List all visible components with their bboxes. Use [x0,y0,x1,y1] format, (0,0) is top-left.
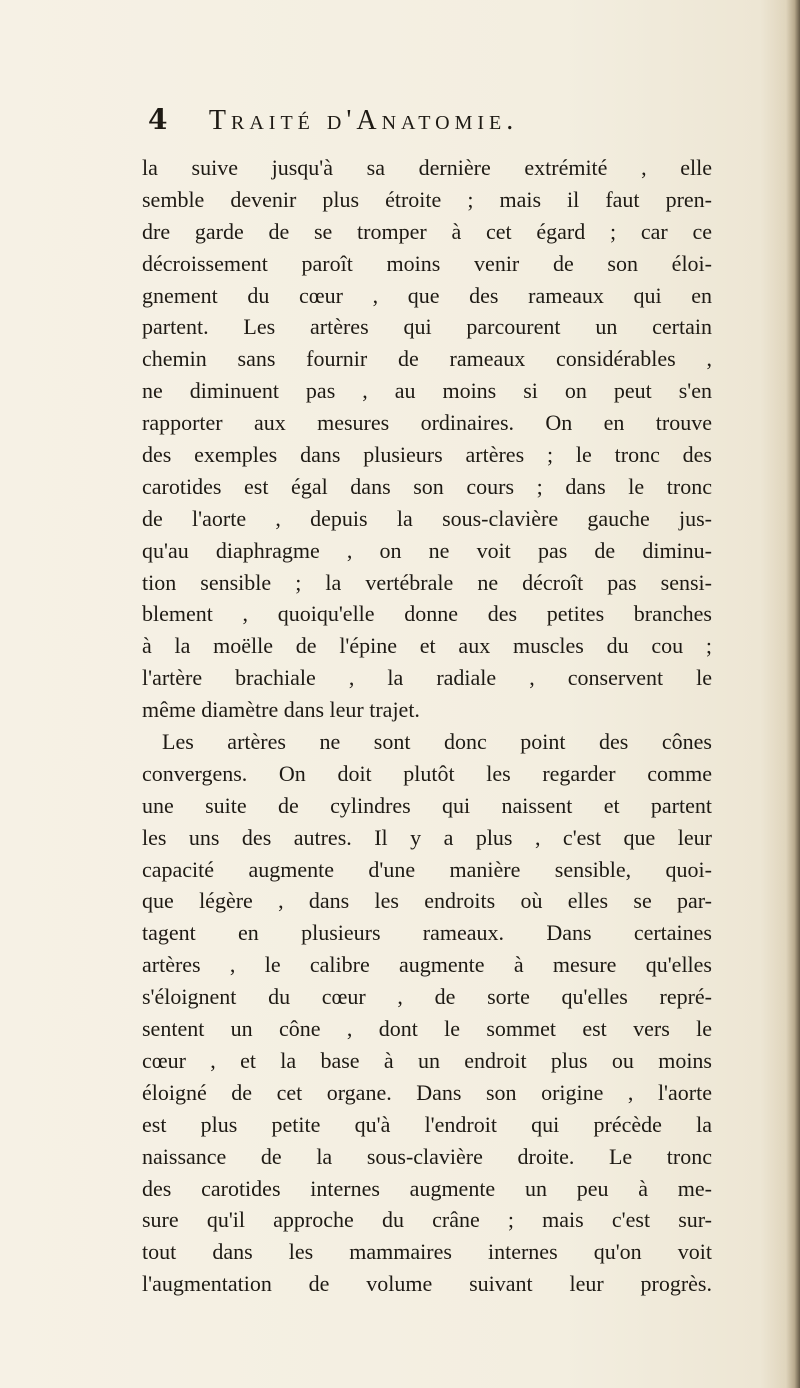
text-line: la suive jusqu'à sa dernière extrémité , elle [142,155,712,180]
text-line: que légère , dans les endroits où elles se par- [142,888,712,914]
text-line: des carotides internes augmente un peu à me- [142,1175,712,1201]
text-line-paragraph-start: Les artères ne sont donc point des cônes [162,729,712,755]
text-line: décroissement paroît moins venir de son éloi- [142,250,712,276]
text-line: carotides est égal dans son cours ; dans le tronc [142,473,712,499]
text-line: blement , quoiqu'elle donne des petites branches [142,601,712,627]
text-line: les uns des autres. Il y a plus , c'est que leur [142,824,712,850]
text-line: de l'aorte , depuis la sous-clavière gauche jus- [142,505,712,531]
page-number: 4 [148,103,168,136]
text-line: tion sensible ; la vertébrale ne décroît pas sensi- [142,569,712,595]
text-line: capacité augmente d'une manière sensible, quoi- [142,856,712,882]
text-line: ne diminuent pas , au moins si on peut s'en [142,378,712,404]
text-line: éloigné de cet organe. Dans son origine , l'aorte [142,1079,712,1105]
page-edge-shadow [786,0,800,1388]
text-line: qu'au diaphragme , on ne voit pas de diminu- [142,537,712,563]
body-text [142,152,712,1300]
text-line: tagent en plusieurs rameaux. Dans certaines [142,920,712,946]
text-line: artères , le calibre augmente à mesure qu'elles [142,952,712,978]
text-line: semble devenir plus étroite ; mais il faut pren- [142,186,712,212]
text-line: des exemples dans plusieurs artères ; le tronc des [142,442,712,468]
running-head-title: Traité d'Anatomie. [208,105,519,136]
text-line: s'éloignent du cœur , de sorte qu'elles repré- [142,984,712,1010]
text-line: l'augmentation de volume suivant leur progrès. [142,1271,712,1297]
text-line: gnement du cœur , que des rameaux qui en [142,282,712,308]
text-line: convergens. On doit plutôt les regarder comme [142,760,712,786]
text-line: sure qu'il approche du crâne ; mais c'est sur- [142,1207,712,1233]
text-line: rapporter aux mesures ordinaires. On en trouve [142,410,712,436]
text-line: dre garde de se tromper à cet égard ; car ce [142,218,712,244]
text-line: chemin sans fournir de rameaux considérables , [142,346,712,372]
running-head [148,100,708,140]
text-line: tout dans les mammaires internes qu'on voit [142,1239,712,1265]
text-line: naissance de la sous-clavière droite. Le tronc [142,1143,712,1169]
text-line-paragraph-end: même diamètre dans leur trajet. [142,697,420,723]
text-line: est plus petite qu'à l'endroit qui précède la [142,1111,712,1137]
text-line: à la moëlle de l'épine et aux muscles du cou ; [142,633,712,659]
text-line: partent. Les artères qui parcourent un certain [142,314,712,340]
text-line: cœur , et la base à un endroit plus ou moins [142,1047,712,1073]
text-line: l'artère brachiale , la radiale , conservent le [142,665,712,691]
text-line: une suite de cylindres qui naissent et partent [142,792,712,818]
text-line: sentent un cône , dont le sommet est vers le [142,1016,712,1042]
